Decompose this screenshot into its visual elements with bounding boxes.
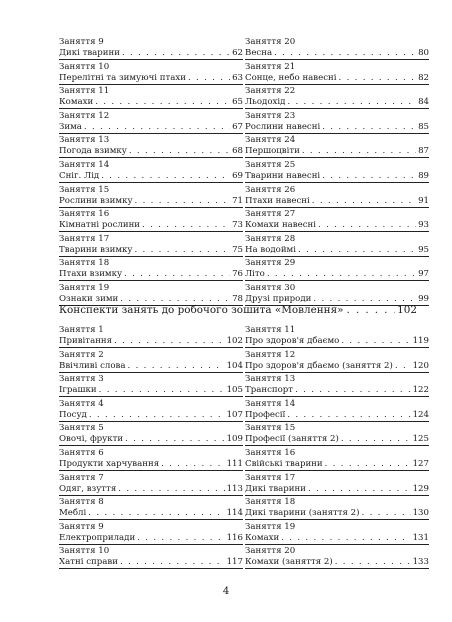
toc-lesson-number: Заняття 27 — [245, 209, 296, 220]
toc-lesson-number: Заняття 15 — [59, 184, 110, 195]
toc-page-number: 65 — [232, 97, 243, 108]
toc-title: Ввічливі слова — [59, 360, 126, 371]
toc-entry — [59, 522, 243, 547]
toc-bottom-left-column — [59, 325, 243, 571]
toc-page-number: 67 — [232, 121, 243, 132]
toc-entry — [245, 325, 429, 350]
toc-lesson-number: Заняття 16 — [59, 209, 110, 220]
toc-dot-leader — [125, 434, 225, 445]
toc-entry — [245, 209, 429, 234]
toc-lesson-number: Заняття 4 — [59, 398, 104, 409]
toc-title-line — [245, 146, 429, 158]
toc-entry — [59, 185, 243, 210]
toc-entry — [245, 185, 429, 210]
toc-lesson-number: Заняття 9 — [59, 37, 104, 47]
toc-title-line — [245, 508, 429, 520]
toc-lesson-number: Заняття 19 — [59, 282, 110, 293]
toc-title-line — [59, 73, 243, 85]
toc-title-line — [245, 196, 429, 208]
toc-title-line — [245, 269, 429, 281]
toc-entry — [245, 399, 429, 424]
toc-title-line — [245, 73, 429, 85]
toc-top-left-column — [59, 37, 243, 308]
toc-title-line — [59, 508, 243, 520]
toc-dot-leader — [89, 410, 225, 421]
toc-entry — [59, 325, 243, 350]
toc-title-line — [59, 97, 243, 109]
toc-title: Весна — [245, 48, 273, 58]
toc-lesson-number: Заняття 10 — [59, 546, 110, 557]
toc-top-right-column — [245, 37, 429, 308]
toc-entry — [59, 135, 243, 160]
toc-page-number: 133 — [412, 557, 429, 568]
toc-lesson-number: Заняття 3 — [59, 374, 104, 385]
toc-entry — [59, 350, 243, 375]
toc-page-number: 129 — [412, 483, 429, 494]
toc-entry — [245, 546, 429, 571]
toc-dot-leader — [142, 220, 230, 231]
toc-lesson-number: Заняття 11 — [245, 325, 296, 335]
toc-title: Кімнатні рослини — [59, 220, 141, 231]
toc-page-number: 75 — [232, 244, 243, 255]
toc-dot-leader — [322, 171, 416, 182]
toc-lesson-number: Заняття 16 — [245, 447, 296, 458]
toc-dot-leader — [135, 196, 231, 207]
toc-dot-leader — [122, 48, 230, 59]
toc-entry — [245, 37, 429, 62]
toc-title: Електроприлади — [59, 532, 136, 543]
toc-dot-leader — [128, 361, 225, 372]
toc-entry — [245, 448, 429, 473]
toc-title: Меблі — [59, 508, 87, 519]
toc-dot-leader — [298, 245, 416, 256]
toc-page-number: 120 — [412, 360, 429, 371]
toc-title: Літо — [245, 269, 265, 280]
toc-entry — [245, 111, 429, 136]
toc-title-line — [59, 533, 243, 545]
toc-dot-leader — [84, 122, 230, 133]
toc-title-line — [59, 361, 243, 373]
toc-page-number: 130 — [412, 508, 429, 519]
toc-title-line — [59, 410, 243, 422]
toc-dot-leader — [312, 196, 416, 207]
toc-lesson-number: Заняття 29 — [245, 258, 296, 269]
toc-title: Птахи взимку — [59, 269, 123, 280]
toc-title: Погода взимку — [59, 146, 127, 157]
toc-page-number: 122 — [412, 385, 429, 396]
toc-dot-leader — [101, 171, 230, 182]
toc-dot-leader — [120, 557, 225, 568]
toc-lesson-number: Заняття 17 — [245, 472, 296, 483]
toc-dot-leader — [99, 385, 225, 396]
toc-title: Свійські тварини — [245, 458, 323, 469]
toc-page-number: 68 — [232, 146, 243, 157]
toc-title: Льодохід — [245, 97, 286, 108]
toc-page-number: 111 — [226, 458, 243, 469]
toc-entry — [59, 234, 243, 259]
toc-title-line — [245, 484, 429, 496]
toc-title: Тварини взимку — [59, 244, 133, 255]
toc-entry — [245, 497, 429, 522]
toc-lesson-number: Заняття 8 — [59, 497, 104, 508]
toc-title-line — [245, 410, 429, 422]
toc-entry — [59, 448, 243, 473]
toc-title-line — [59, 557, 243, 569]
toc-dot-leader — [134, 245, 230, 256]
toc-title-line — [245, 557, 429, 569]
toc-entry — [59, 399, 243, 424]
toc-page-number: 114 — [226, 508, 243, 519]
toc-dot-leader — [325, 459, 411, 470]
toc-dot-leader — [118, 484, 224, 495]
toc-title-line — [59, 269, 243, 281]
toc-lesson-number: Заняття 7 — [59, 472, 104, 483]
toc-lesson-number: Заняття 23 — [245, 110, 296, 121]
toc-page-number: 124 — [412, 409, 429, 420]
toc-title-line — [59, 122, 243, 134]
toc-title-line — [245, 385, 429, 397]
toc-page-number: 78 — [232, 293, 243, 304]
toc-title: Комахи — [245, 532, 280, 543]
entry-spacer — [59, 569, 243, 571]
toc-entry — [59, 86, 243, 111]
toc-lesson-number: Заняття 21 — [245, 61, 296, 72]
toc-lesson-number: Заняття 18 — [59, 258, 110, 269]
toc-page-number: 119 — [412, 336, 429, 346]
toc-title: Хатні справи — [59, 557, 118, 568]
toc-title-line — [59, 459, 243, 471]
toc-lesson-number: Заняття 25 — [245, 159, 296, 170]
toc-page-number: 84 — [418, 97, 429, 108]
toc-lesson-number: Заняття 14 — [245, 398, 296, 409]
toc-page-number: 113 — [226, 483, 243, 494]
toc-entry — [245, 258, 429, 283]
toc-page-number: 117 — [226, 557, 243, 568]
toc-entry — [59, 258, 243, 283]
toc-title: На водоймі — [245, 244, 296, 255]
toc-lesson-number: Заняття 18 — [245, 497, 296, 508]
toc-title: Друзі природи — [245, 293, 312, 304]
toc-title-line — [245, 459, 429, 471]
toc-lesson-number: Заняття 6 — [59, 447, 104, 458]
toc-dot-leader — [137, 533, 224, 544]
toc-dot-leader — [302, 146, 416, 157]
toc-dot-leader — [129, 146, 230, 157]
toc-title: Комахи (заняття 2) — [245, 557, 333, 568]
toc-dot-leader — [95, 97, 230, 108]
toc-dot-leader — [287, 410, 410, 421]
toc-title: Овочі, фрукти — [59, 434, 124, 445]
toc-title: Про здоров'я дбаємо — [245, 336, 340, 346]
toc-lesson-number: Заняття 15 — [245, 423, 296, 434]
toc-title: Перелітні та зимуючі птахи — [59, 72, 186, 83]
toc-page-number: 62 — [232, 48, 243, 58]
toc-entry — [59, 111, 243, 136]
toc-lesson-number: Заняття 12 — [59, 110, 110, 121]
toc-lesson-number: Заняття 12 — [245, 349, 296, 360]
page-number: 4 — [222, 586, 230, 597]
toc-entry — [245, 350, 429, 375]
toc-title-line — [245, 361, 429, 373]
section-title: Конспекти занять до робочого зошита «Мовлення» — [59, 304, 344, 316]
section-heading — [59, 304, 417, 317]
toc-title: Сонце, небо навесні — [245, 72, 337, 83]
toc-dot-leader — [395, 361, 411, 372]
toc-title: Професії (заняття 2) — [245, 434, 339, 445]
toc-page-number: 71 — [232, 195, 243, 206]
toc-title-line — [245, 336, 429, 348]
toc-title-line — [59, 196, 243, 208]
toc-dot-leader — [161, 459, 224, 470]
toc-page-number: 116 — [226, 532, 243, 543]
toc-page-number: 104 — [226, 360, 243, 371]
toc-title-line — [245, 97, 429, 109]
toc-page-number: 63 — [232, 72, 243, 83]
toc-dot-leader — [335, 557, 411, 568]
toc-title-line — [59, 336, 243, 348]
toc-entry — [59, 37, 243, 62]
toc-page-number: 97 — [418, 269, 429, 280]
toc-title-line — [59, 245, 243, 257]
toc-page-number: 102 — [226, 336, 243, 346]
toc-page-number: 69 — [232, 170, 243, 181]
toc-page-number: 89 — [418, 170, 429, 181]
toc-lesson-number: Заняття 28 — [245, 233, 296, 244]
toc-entry — [245, 62, 429, 87]
toc-title-line — [245, 245, 429, 257]
toc-page-number: 76 — [232, 269, 243, 280]
toc-title: Дикі тварини — [245, 483, 306, 494]
toc-entry — [245, 473, 429, 498]
toc-title: Дикі тварини (заняття 2) — [245, 508, 360, 519]
toc-page-number: 82 — [418, 72, 429, 83]
toc-title: Комахи — [59, 97, 94, 108]
toc-lesson-number: Заняття 5 — [59, 423, 104, 434]
toc-lesson-number: Заняття 19 — [245, 521, 296, 532]
toc-entry — [59, 473, 243, 498]
toc-title: Транспорт — [245, 385, 294, 396]
toc-dot-leader — [295, 385, 411, 396]
toc-dot-leader — [341, 434, 411, 445]
toc-title-line — [59, 434, 243, 446]
toc-page-number: 85 — [418, 121, 429, 132]
toc-lesson-number: Заняття 1 — [59, 325, 104, 335]
toc-page-number: 125 — [412, 434, 429, 445]
toc-entry — [59, 423, 243, 448]
toc-title: Рослини навесні — [245, 121, 321, 132]
toc-dot-leader — [281, 533, 410, 544]
toc-dot-leader — [339, 73, 417, 84]
toc-title-line — [245, 220, 429, 232]
toc-title-line — [245, 533, 429, 545]
toc-title: Сніг. Лід — [59, 170, 100, 181]
toc-page-number: 109 — [226, 434, 243, 445]
toc-lesson-number: Заняття 14 — [59, 159, 110, 170]
toc-entry — [245, 522, 429, 547]
toc-lesson-number: Заняття 9 — [59, 521, 104, 532]
toc-title-line — [245, 122, 429, 134]
toc-title: Тварини навесні — [245, 170, 321, 181]
toc-title-line — [245, 434, 429, 446]
toc-page-number: 73 — [232, 220, 243, 231]
toc-lesson-number: Заняття 10 — [59, 61, 110, 72]
toc-entry — [59, 546, 243, 571]
toc-page-number: 80 — [418, 48, 429, 58]
toc-title-line — [245, 171, 429, 183]
toc-dot-leader — [362, 508, 411, 519]
entry-spacer — [245, 569, 429, 571]
toc-title: Комахи навесні — [245, 220, 317, 231]
toc-dot-leader — [124, 269, 230, 280]
toc-lesson-number: Заняття 11 — [59, 86, 110, 97]
toc-entry — [59, 374, 243, 399]
toc-page-number: 107 — [226, 409, 243, 420]
toc-title: Птахи навесні — [245, 195, 310, 206]
toc-page-number: 91 — [418, 195, 429, 206]
toc-entry — [59, 62, 243, 87]
toc-dot-leader — [114, 336, 225, 347]
toc-title: Одяг, взуття — [59, 483, 117, 494]
toc-title-line — [59, 385, 243, 397]
toc-title-line — [245, 48, 429, 60]
toc-title-line — [59, 484, 243, 496]
toc-page-number: 105 — [226, 385, 243, 396]
toc-page-number: 99 — [418, 293, 429, 304]
toc-entry — [59, 497, 243, 522]
toc-title-line — [59, 146, 243, 158]
section-page: 102 — [397, 304, 417, 316]
toc-title: Про здоров'я дбаємо (заняття 2) — [245, 360, 393, 371]
toc-dot-leader — [188, 73, 230, 84]
toc-title: Зима — [59, 121, 82, 132]
toc-dot-leader — [267, 269, 416, 280]
toc-entry — [59, 209, 243, 234]
toc-dot-leader — [322, 122, 416, 133]
toc-entry — [59, 160, 243, 185]
toc-entry — [245, 234, 429, 259]
toc-title: Посуд — [59, 409, 87, 420]
toc-title: Привітання — [59, 336, 113, 346]
toc-page-number: 131 — [412, 532, 429, 543]
toc-page-number: 87 — [418, 146, 429, 157]
toc-title-line — [59, 220, 243, 232]
toc-entry — [245, 160, 429, 185]
toc-lesson-number: Заняття 17 — [59, 233, 110, 244]
toc-entry — [245, 86, 429, 111]
toc-page-number: 127 — [412, 458, 429, 469]
toc-title: Професії — [245, 409, 286, 420]
toc-title: Продукти харчування — [59, 458, 160, 469]
toc-lesson-number: Заняття 13 — [245, 374, 296, 385]
toc-lesson-number: Заняття 20 — [245, 37, 296, 47]
toc-lesson-number: Заняття 2 — [59, 349, 104, 360]
toc-lesson-number: Заняття 24 — [245, 135, 296, 146]
toc-lesson-number: Заняття 20 — [245, 546, 296, 557]
toc-title-line — [59, 171, 243, 183]
toc-dot-leader — [88, 508, 224, 519]
toc-lesson-number: Заняття 26 — [245, 184, 296, 195]
section-dot-leader — [347, 304, 396, 317]
toc-dot-leader — [318, 220, 416, 231]
toc-lesson-number: Заняття 30 — [245, 282, 296, 293]
toc-lesson-number: Заняття 22 — [245, 86, 296, 97]
toc-bottom-right-column — [245, 325, 429, 571]
toc-title: Ознаки зими — [59, 293, 119, 304]
toc-title: Дикі тварини — [59, 48, 120, 58]
toc-entry — [245, 374, 429, 399]
toc-page-number: 93 — [418, 220, 429, 231]
toc-dot-leader — [274, 48, 416, 59]
toc-entry — [245, 423, 429, 448]
toc-page-number: 95 — [418, 244, 429, 255]
toc-dot-leader — [341, 336, 410, 347]
toc-dot-leader — [308, 484, 411, 495]
toc-lesson-number: Заняття 13 — [59, 135, 110, 146]
toc-title-line — [59, 48, 243, 60]
toc-title: Першоцвіти — [245, 146, 300, 157]
toc-dot-leader — [287, 97, 416, 108]
toc-title: Іграшки — [59, 385, 97, 396]
toc-title: Рослини взимку — [59, 195, 133, 206]
toc-entry — [245, 135, 429, 160]
